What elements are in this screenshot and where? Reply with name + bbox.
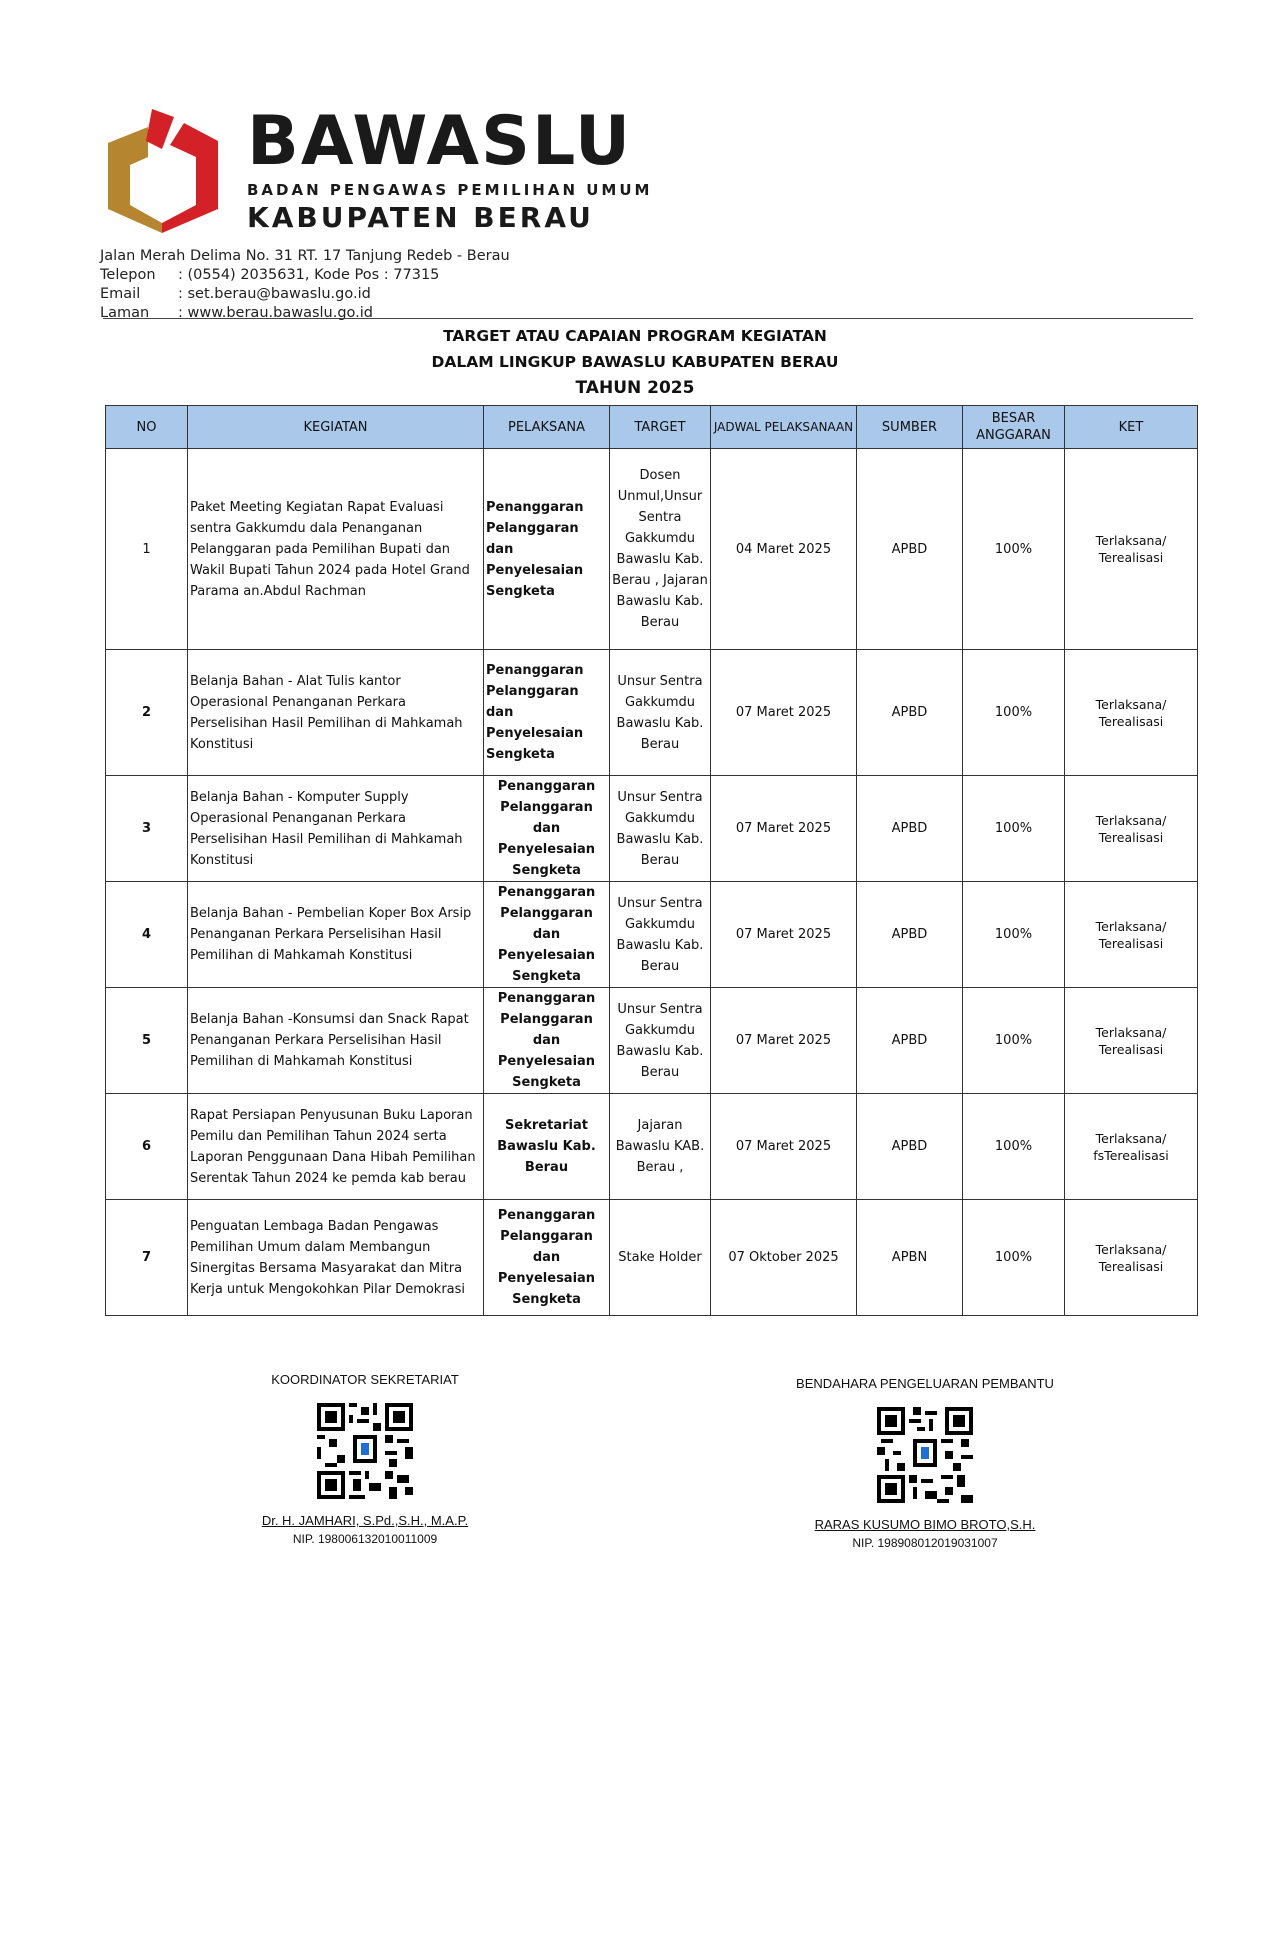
email-value: : set.berau@bawaslu.go.id xyxy=(178,286,371,302)
org-region: KABUPATEN BERAU xyxy=(247,200,594,234)
header-anggaran: BESAR ANGGARAN xyxy=(963,406,1065,449)
cell-sumber: APBD xyxy=(857,988,963,1094)
cell-anggaran: 100% xyxy=(963,882,1065,988)
cell-kegiatan: Belanja Bahan - Alat Tulis kantor Operasional Penanganan Perkara Perselisihan Hasil Pemilihan di Mahkamah Konstitusi xyxy=(188,650,484,776)
phone-label: Telepon xyxy=(100,267,156,283)
cell-ket: Terlaksana/ fsTerealisasi xyxy=(1065,1094,1198,1200)
cell-pelaksana: Penanggaran Pelanggaran dan Penyelesaian Sengketa xyxy=(484,988,610,1094)
table-row xyxy=(106,1094,1198,1200)
cell-sumber: APBD xyxy=(857,650,963,776)
table-row xyxy=(106,650,1198,776)
cell-ket: Terlaksana/ Terealisasi xyxy=(1065,776,1198,882)
cell-pelaksana: Penanggaran Pelanggaran dan Penyelesaian Sengketa xyxy=(484,776,610,882)
address: Jalan Merah Delima No. 31 RT. 17 Tanjung Redeb - Berau xyxy=(100,248,510,264)
web-label: Laman xyxy=(100,305,150,321)
cell-ket: Terlaksana/ Terealisasi xyxy=(1065,449,1198,650)
program-table xyxy=(105,405,1198,1316)
cell-ket: Terlaksana/ Terealisasi xyxy=(1065,650,1198,776)
signer-name: RARAS KUSUMO BIMO BROTO,S.H. xyxy=(814,1517,1036,1532)
cell-anggaran: 100% xyxy=(963,776,1065,882)
cell-jadwal: 07 Maret 2025 xyxy=(711,882,857,988)
header-jadwal: JADWAL PELAKSANAAN xyxy=(711,406,857,449)
cell-pelaksana: Sekretariat Bawaslu Kab. Berau xyxy=(484,1094,610,1200)
cell-jadwal: 07 Oktober 2025 xyxy=(711,1200,857,1316)
cell-ket: Terlaksana/ Terealisasi xyxy=(1065,988,1198,1094)
letterhead xyxy=(100,101,1195,323)
qr-code-icon xyxy=(877,1407,973,1503)
cell-kegiatan: Belanja Bahan - Pembelian Koper Box Arsip Penanganan Perkara Perselisihan Hasil Pemilihan di Mahkamah Konstitusi xyxy=(188,882,484,988)
cell-no: 6 xyxy=(106,1094,188,1200)
cell-sumber: APBN xyxy=(857,1200,963,1316)
cell-target: Unsur Sentra Gakkumdu Bawaslu Kab. Berau xyxy=(610,650,711,776)
signer-nip: NIP. 198908012019031007 xyxy=(852,1536,998,1550)
doc-title-line-3: TAHUN 2025 xyxy=(575,378,695,398)
cell-kegiatan: Penguatan Lembaga Badan Pengawas Pemilihan Umum dalam Membangun Sinergitas Bersama Masyarakat dan Mitra Kerja untuk Mengokohkan Pilar Demokrasi xyxy=(188,1200,484,1316)
signature-left xyxy=(235,1372,495,1546)
cell-target: Unsur Sentra Gakkumdu Bawaslu Kab. Berau xyxy=(610,882,711,988)
cell-target: Unsur Sentra Gakkumdu Bawaslu Kab. Berau xyxy=(610,988,711,1094)
cell-target: Jajaran Bawaslu KAB. Berau , xyxy=(610,1094,711,1200)
table-row xyxy=(106,1200,1198,1316)
cell-jadwal: 07 Maret 2025 xyxy=(711,650,857,776)
cell-target: Unsur Sentra Gakkumdu Bawaslu Kab. Berau xyxy=(610,776,711,882)
cell-jadwal: 07 Maret 2025 xyxy=(711,988,857,1094)
cell-ket: Terlaksana/ Terealisasi xyxy=(1065,1200,1198,1316)
cell-pelaksana: Penanggaran Pelanggaran dan Penyelesaian Sengketa xyxy=(484,1200,610,1316)
cell-jadwal: 07 Maret 2025 xyxy=(711,1094,857,1200)
org-name: BAWASLU xyxy=(247,101,633,181)
cell-target: Dosen Unmul,Unsur Sentra Gakkumdu Bawaslu Kab. Berau , Jajaran Bawaslu Kab. Berau xyxy=(610,449,711,650)
table-header-row xyxy=(106,406,1198,449)
cell-anggaran: 100% xyxy=(963,449,1065,650)
cell-kegiatan: Belanja Bahan -Konsumsi dan Snack Rapat Penanganan Perkara Perselisihan Hasil Pemilihan di Mahkamah Konstitusi xyxy=(188,988,484,1094)
cell-ket: Terlaksana/ Terealisasi xyxy=(1065,882,1198,988)
email-label: Email xyxy=(100,286,141,302)
doc-title-line-1: TARGET ATAU CAPAIAN PROGRAM KEGIATAN xyxy=(443,327,827,345)
header-pelaksana: PELAKSANA xyxy=(484,406,610,449)
cell-anggaran: 100% xyxy=(963,1200,1065,1316)
cell-target: Stake Holder xyxy=(610,1200,711,1316)
web-value: : www.berau.bawaslu.go.id xyxy=(178,305,373,321)
cell-sumber: APBD xyxy=(857,776,963,882)
table-row xyxy=(106,882,1198,988)
cell-jadwal: 04 Maret 2025 xyxy=(711,449,857,650)
cell-pelaksana: Penanggaran Pelanggaran dan Penyelesaian Sengketa xyxy=(484,882,610,988)
cell-no: 7 xyxy=(106,1200,188,1316)
cell-sumber: APBD xyxy=(857,1094,963,1200)
cell-kegiatan: Paket Meeting Kegiatan Rapat Evaluasi sentra Gakkumdu dala Penanganan Pelanggaran pada Pemilihan Bupati dan Wakil Bupati Tahun 2024 pada Hotel Grand Parama an.Abdul Rachman xyxy=(188,449,484,650)
table-row xyxy=(106,449,1198,650)
header-no: NO xyxy=(106,406,188,449)
header-kegiatan: KEGIATAN xyxy=(188,406,484,449)
signer-role: BENDAHARA PENGELUARAN PEMBANTU xyxy=(796,1376,1054,1391)
header-target: TARGET xyxy=(610,406,711,449)
doc-title-line-2: DALAM LINGKUP BAWASLU KABUPATEN BERAU xyxy=(431,353,839,371)
signer-role: KOORDINATOR SEKRETARIAT xyxy=(271,1372,459,1387)
contact-block xyxy=(100,247,1195,323)
cell-kegiatan: Belanja Bahan - Komputer Supply Operasional Penanganan Perkara Perselisihan Hasil Pemilihan di Mahkamah Konstitusi xyxy=(188,776,484,882)
cell-no: 5 xyxy=(106,988,188,1094)
signer-name: Dr. H. JAMHARI, S.Pd.,S.H., M.A.P. xyxy=(261,1513,469,1528)
cell-pelaksana: Penanggaran Pelanggaran dan Penyelesaian Sengketa xyxy=(484,449,610,650)
header-sumber: SUMBER xyxy=(857,406,963,449)
phone-value: : (0554) 2035631, Kode Pos : 77315 xyxy=(178,267,440,283)
cell-no: 1 xyxy=(106,449,188,650)
cell-kegiatan: Rapat Persiapan Penyusunan Buku Laporan Pemilu dan Pemilihan Tahun 2024 serta Laporan Penggunaan Dana Hibah Pemilihan Serentak Tahun 2024 ke pemda kab berau xyxy=(188,1094,484,1200)
signer-nip: NIP. 198006132010011009 xyxy=(292,1532,438,1546)
cell-no: 2 xyxy=(106,650,188,776)
cell-anggaran: 100% xyxy=(963,1094,1065,1200)
cell-sumber: APBD xyxy=(857,882,963,988)
letterhead-divider xyxy=(103,318,1193,319)
signature-right xyxy=(790,1376,1060,1550)
cell-sumber: APBD xyxy=(857,449,963,650)
org-subtitle: BADAN PENGAWAS PEMILIHAN UMUM xyxy=(247,180,653,199)
cell-no: 3 xyxy=(106,776,188,882)
cell-pelaksana: Penanggaran Pelanggaran dan Penyelesaian Sengketa xyxy=(484,650,610,776)
table-row xyxy=(106,776,1198,882)
cell-no: 4 xyxy=(106,882,188,988)
cell-jadwal: 07 Maret 2025 xyxy=(711,776,857,882)
header-ket: KET xyxy=(1065,406,1198,449)
bawaslu-logo-icon xyxy=(100,105,225,235)
table-row xyxy=(106,988,1198,1094)
qr-code-icon xyxy=(317,1403,413,1499)
cell-anggaran: 100% xyxy=(963,650,1065,776)
cell-anggaran: 100% xyxy=(963,988,1065,1094)
